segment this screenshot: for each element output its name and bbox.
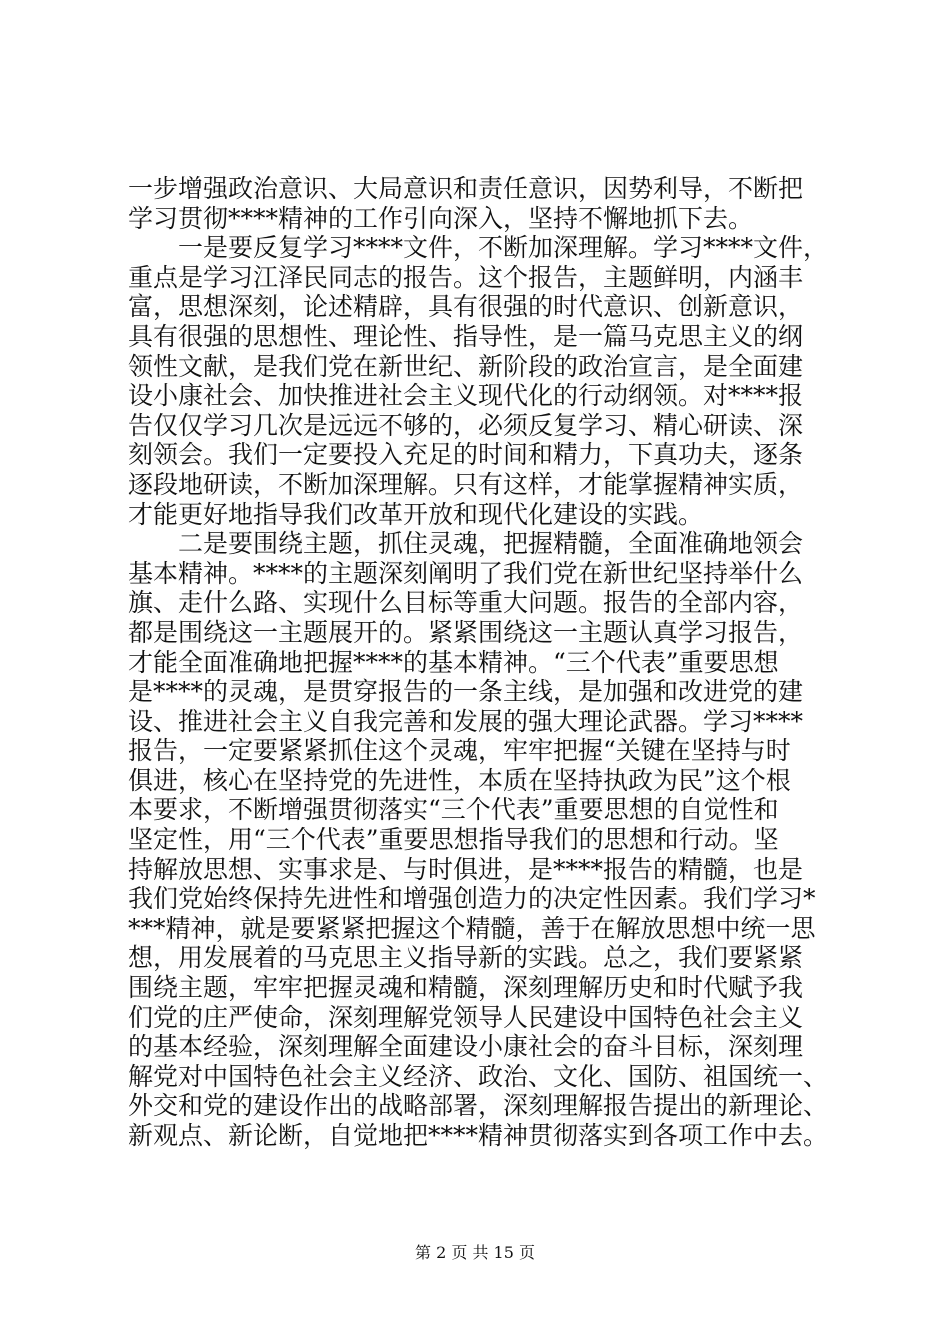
text-line: 设小康社会、加快推进社会主义现代化的行动纲领。对****报 xyxy=(128,381,804,411)
text-line: 我们党始终保持先进性和增强创造力的决定性因素。我们学习* xyxy=(128,884,816,914)
text-line: 都是围绕这一主题展开的。紧紧围绕这一主题认真学习报告， xyxy=(128,617,804,647)
text-line: 设、推进社会主义自我完善和发展的强大理论武器。学习**** xyxy=(128,706,804,736)
text-line: 持解放思想、实事求是、与时俱进，是****报告的精髓，也是 xyxy=(128,854,804,884)
text-line: 富，思想深刻，论述精辟，具有很强的时代意识、创新意识， xyxy=(128,292,804,322)
text-line: ***精神，就是要紧紧把握这个精髓，善于在解放思想中统一思 xyxy=(128,913,816,943)
text-line: 逐段地研读，不断加深理解。只有这样，才能掌握精神实质， xyxy=(128,469,804,499)
text-line: 一是要反复学习****文件，不断加深理解。学习****文件， xyxy=(128,233,829,263)
text-line: 才能全面准确地把握****的基本精神。“三个代表”重要思想 xyxy=(128,647,779,677)
text-line: 刻领会。我们一定要投入充足的时间和精力，下真功夫，逐条 xyxy=(128,440,804,470)
text-line: 围绕主题，牢牢把握灵魂和精髓，深刻理解历史和时代赋予我 xyxy=(128,973,804,1003)
text-line: 重点是学习江泽民同志的报告。这个报告，主题鲜明，内涵丰 xyxy=(128,262,804,292)
text-line: 外交和党的建设作出的战略部署，深刻理解报告提出的新理论、 xyxy=(128,1091,829,1121)
text-line: 俱进，核心在坚持党的先进性，本质在坚持执政为民”这个根 xyxy=(128,765,791,795)
text-line: 旗、走什么路、实现什么目标等重大问题。报告的全部内容， xyxy=(128,588,804,618)
text-line: 二是要围绕主题，抓住灵魂，把握精髓，全面准确地领会 xyxy=(128,529,804,559)
text-line: 新观点、新论断，自觉地把****精神贯彻落实到各项工作中去。 xyxy=(128,1121,829,1150)
text-line: 才能更好地指导我们改革开放和现代化建设的实践。 xyxy=(128,499,704,529)
text-line: 是****的灵魂，是贯穿报告的一条主线，是加强和改进党的建 xyxy=(128,677,804,707)
text-line: 们党的庄严使命，深刻理解党领导人民建设中国特色社会主义 xyxy=(128,1002,804,1032)
body-text xyxy=(128,174,828,1151)
text-line: 解党对中国特色社会主义经济、政治、文化、国防、祖国统一、 xyxy=(128,1061,829,1091)
text-line: 想，用发展着的马克思主义指导新的实践。总之，我们要紧紧 xyxy=(128,943,804,973)
text-line: 学习贯彻****精神的工作引向深入，坚持不懈地抓下去。 xyxy=(128,203,754,233)
text-line: 报告，一定要紧紧抓住这个灵魂，牢牢把握“关键在坚持与时 xyxy=(128,736,791,766)
text-line: 坚定性，用“三个代表”重要思想指导我们的思想和行动。坚 xyxy=(128,825,779,855)
text-line: 基本精神。****的主题深刻阐明了我们党在新世纪坚持举什么 xyxy=(128,558,804,588)
text-line: 具有很强的思想性、理论性、指导性，是一篇马克思主义的纲 xyxy=(128,321,804,351)
text-line: 一步增强政治意识、大局意识和责任意识，因势利导，不断把 xyxy=(128,174,804,203)
text-line: 领性文献，是我们党在新世纪、新阶段的政治宣言，是全面建 xyxy=(128,351,804,381)
text-line: 本要求，不断增强贯彻落实“三个代表”重要思想的自觉性和 xyxy=(128,795,779,825)
page-footer: 第 2 页 共 15 页 xyxy=(415,1243,535,1262)
text-line: 的基本经验，深刻理解全面建设小康社会的奋斗目标，深刻理 xyxy=(128,1032,804,1062)
text-line: 告仅仅学习几次是远远不够的，必须反复学习、精心研读、深 xyxy=(128,410,804,440)
